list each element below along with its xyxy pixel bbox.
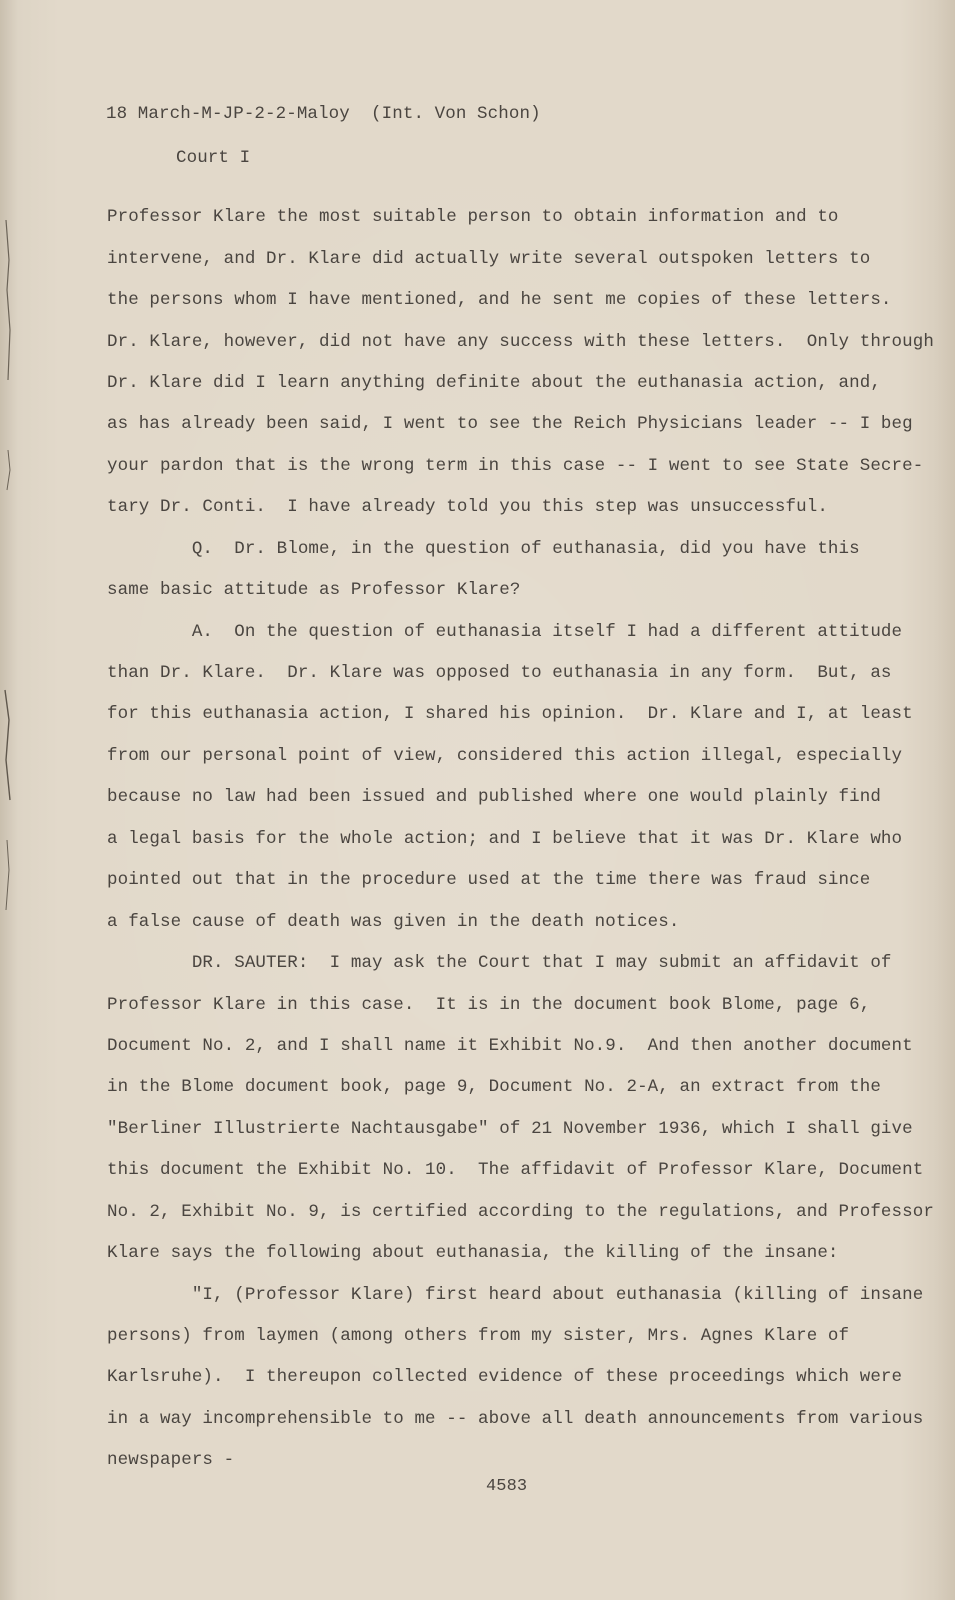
text-line: in the Blome document book, page 9, Document No. 2-A, an extract from the: [107, 1077, 881, 1097]
text-line: Q. Dr. Blome, in the question of euthanasia, did you have this: [107, 539, 860, 559]
text-line: Dr. Klare did I learn anything definite about the euthanasia action, and,: [107, 373, 881, 393]
text-line: the persons whom I have mentioned, and he sent me copies of these letters.: [107, 290, 892, 310]
text-line: intervene, and Dr. Klare did actually write several outspoken letters to: [107, 249, 871, 269]
text-line: a legal basis for the whole action; and I believe that it was Dr. Klare who: [107, 829, 903, 849]
text-line: DR. SAUTER: I may ask the Court that I may submit an affidavit of: [107, 953, 892, 973]
text-line: a false cause of death was given in the death notices.: [107, 912, 680, 932]
text-line: Professor Klare the most suitable person to obtain information and to: [107, 207, 839, 227]
page-number: 4583: [486, 1477, 528, 1496]
text-line: as has already been said, I went to see the Reich Physicians leader -- I beg: [107, 414, 913, 434]
text-line: than Dr. Klare. Dr. Klare was opposed to euthanasia in any form. But, as: [107, 663, 892, 683]
text-line: same basic attitude as Professor Klare?: [107, 580, 521, 600]
text-line: tary Dr. Conti. I have already told you this step was unsuccessful.: [107, 497, 828, 517]
text-line: in a way incomprehensible to me -- above all death announcements from various: [107, 1409, 924, 1429]
text-line: because no law had been issued and published where one would plainly find: [107, 787, 881, 807]
text-line: No. 2, Exhibit No. 9, is certified according to the regulations, and Professor: [107, 1202, 934, 1222]
text-line: "Berliner Illustrierte Nachtausgabe" of 21 November 1936, which I shall give: [107, 1119, 913, 1139]
document-header: 18 March-M-JP-2-2-Maloy (Int. Von Schon): [106, 104, 541, 124]
text-line: "I, (Professor Klare) first heard about euthanasia (killing of insane: [107, 1285, 924, 1305]
text-line: persons) from laymen (among others from my sister, Mrs. Agnes Klare of: [107, 1326, 850, 1346]
text-line: Dr. Klare, however, did not have any success with these letters. Only through: [107, 332, 934, 352]
text-line: Professor Klare in this case. It is in the document book Blome, page 6,: [107, 995, 871, 1015]
text-line: Klare says the following about euthanasia, the killing of the insane:: [107, 1243, 839, 1263]
text-line: Document No. 2, and I shall name it Exhibit No.9. And then another document: [107, 1036, 913, 1056]
text-line: your pardon that is the wrong term in this case -- I went to see State Secre-: [107, 456, 924, 476]
text-line: newspapers -: [107, 1450, 235, 1470]
text-line: pointed out that in the procedure used at the time there was fraud since: [107, 870, 871, 890]
text-line: for this euthanasia action, I shared his opinion. Dr. Klare and I, at least: [107, 704, 913, 724]
torn-edge-marks: [0, 220, 18, 980]
court-label: Court I: [176, 148, 251, 168]
text-line: from our personal point of view, considered this action illegal, especially: [107, 746, 903, 766]
text-line: this document the Exhibit No. 10. The affidavit of Professor Klare, Document: [107, 1160, 924, 1180]
text-line: A. On the question of euthanasia itself I had a different attitude: [107, 622, 903, 642]
text-line: Karlsruhe). I thereupon collected evidence of these proceedings which were: [107, 1367, 903, 1387]
